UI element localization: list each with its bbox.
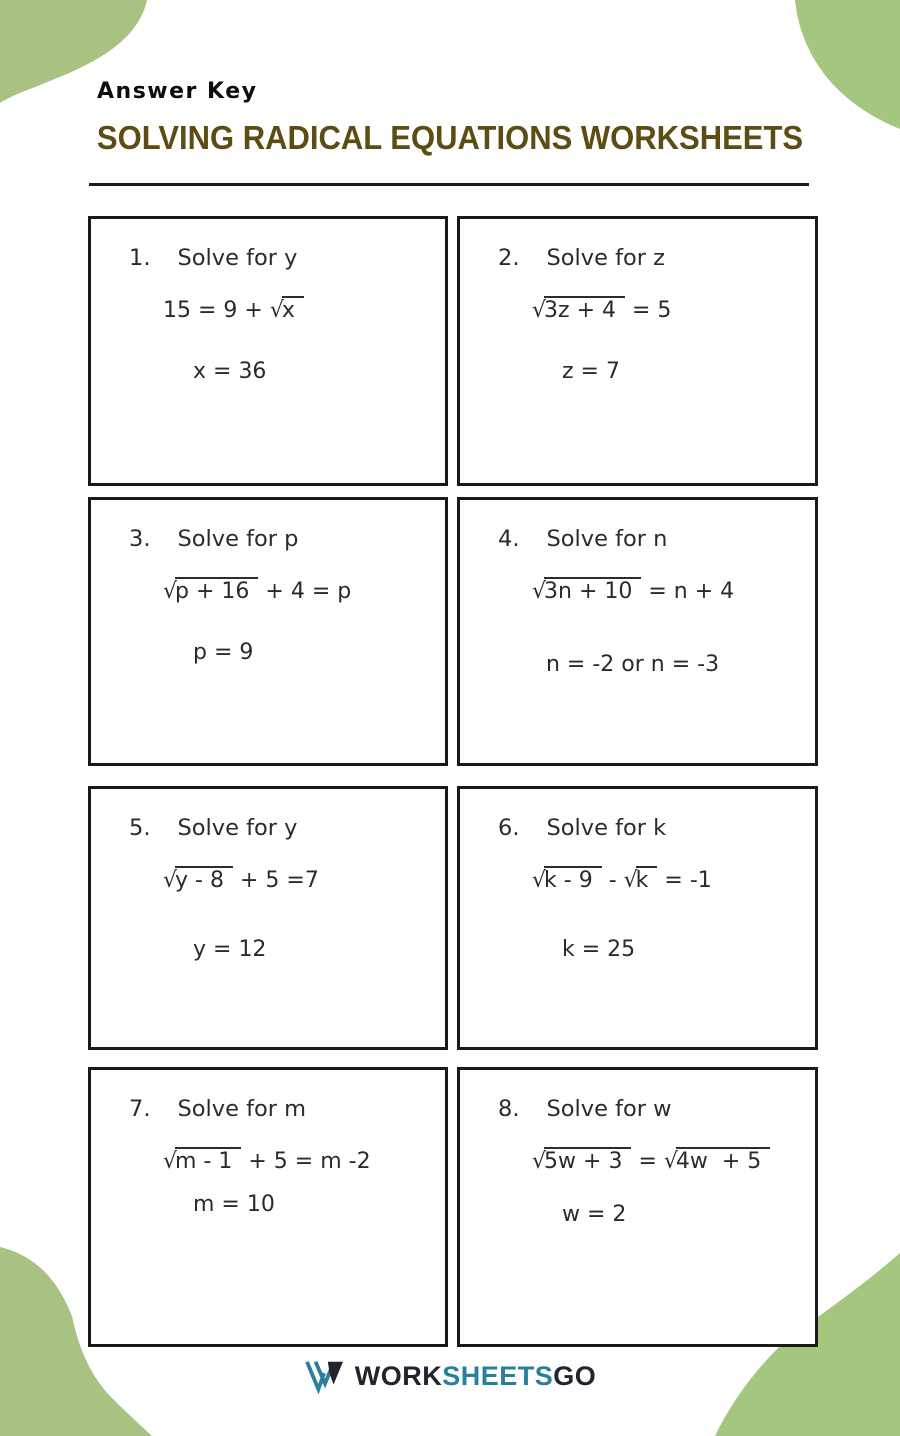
problem-box-3 bbox=[88, 497, 448, 766]
equation-text: 15 = 9 + bbox=[163, 298, 270, 323]
answer-key-label: Answer Key bbox=[97, 79, 258, 104]
radical-expression bbox=[163, 866, 233, 893]
problem-prompt: Solve for m bbox=[177, 1096, 307, 1122]
problem-answer: k = 25 bbox=[562, 937, 636, 963]
problem-equation bbox=[163, 862, 445, 899]
problem-prompt-row bbox=[498, 526, 815, 552]
problem-box-8 bbox=[457, 1067, 818, 1347]
problem-prompt: Solve for w bbox=[546, 1096, 672, 1122]
problem-prompt: Solve for p bbox=[177, 526, 299, 552]
radicand: 4w + 5 bbox=[676, 1147, 770, 1174]
problem-answer: p = 9 bbox=[193, 640, 254, 666]
logo-text-sheets: SHEETS bbox=[442, 1360, 554, 1391]
footer-brand bbox=[0, 1358, 900, 1394]
problem-answer: w = 2 bbox=[562, 1202, 627, 1228]
equation-text: = bbox=[631, 1149, 664, 1174]
problem-equation bbox=[532, 862, 815, 899]
radical-sign: √ bbox=[269, 298, 282, 323]
equation-text: + 5 = m -2 bbox=[241, 1149, 371, 1174]
problem-prompt-row bbox=[498, 245, 815, 271]
problem-prompt-row bbox=[129, 245, 445, 271]
problem-number: 4. bbox=[498, 526, 520, 552]
problem-prompt: Solve for y bbox=[177, 815, 298, 841]
problem-number: 3. bbox=[129, 526, 151, 552]
radical-sign: √ bbox=[623, 868, 636, 893]
radical-expression bbox=[532, 296, 625, 323]
radical-expression bbox=[270, 296, 304, 323]
problem-answer: n = -2 or n = -3 bbox=[546, 652, 720, 678]
radicand: 3n + 10 bbox=[544, 577, 641, 604]
problem-prompt: Solve for z bbox=[546, 245, 665, 271]
radical-sign: √ bbox=[532, 868, 545, 893]
radicand: p + 16 bbox=[175, 577, 258, 604]
problem-number: 5. bbox=[129, 815, 151, 841]
problem-number: 8. bbox=[498, 1096, 520, 1122]
radical-sign: √ bbox=[163, 1149, 176, 1174]
radicand: m - 1 bbox=[175, 1147, 241, 1174]
problem-box-5 bbox=[88, 786, 448, 1050]
radical-expression bbox=[532, 577, 641, 604]
problem-prompt-row bbox=[129, 1096, 445, 1122]
worksheetsgo-logo-text bbox=[355, 1361, 597, 1392]
problem-number: 1. bbox=[129, 245, 151, 271]
radical-sign: √ bbox=[163, 868, 176, 893]
problem-prompt: Solve for k bbox=[546, 815, 667, 841]
radical-expression bbox=[163, 1147, 241, 1174]
problem-answer: z = 7 bbox=[562, 359, 620, 385]
radical-expression bbox=[664, 1147, 770, 1174]
problem-box-2 bbox=[457, 216, 818, 486]
problem-answer: y = 12 bbox=[193, 937, 267, 963]
problem-number: 2. bbox=[498, 245, 520, 271]
header-divider bbox=[89, 183, 809, 186]
problem-equation bbox=[163, 573, 445, 610]
problem-prompt-row bbox=[498, 1096, 815, 1122]
equation-text: + 5 =7 bbox=[232, 868, 319, 893]
logo-text-go: GO bbox=[553, 1360, 597, 1391]
radicand: 3z + 4 bbox=[544, 296, 625, 323]
problem-prompt-row bbox=[498, 815, 815, 841]
problem-prompt-row bbox=[129, 526, 445, 552]
radical-expression bbox=[163, 577, 258, 604]
problem-answer: x = 36 bbox=[193, 359, 267, 385]
problem-box-4 bbox=[457, 497, 818, 766]
equation-text: + 4 = p bbox=[258, 579, 352, 604]
problem-box-6 bbox=[457, 786, 818, 1050]
problem-box-7 bbox=[88, 1067, 448, 1347]
page-title: SOLVING RADICAL EQUATIONS WORKSHEETS bbox=[96, 118, 804, 157]
worksheetsgo-w-icon bbox=[304, 1358, 346, 1394]
radicand: 5w + 3 bbox=[544, 1147, 631, 1174]
radicand: y - 8 bbox=[175, 866, 233, 893]
radical-expression bbox=[532, 1147, 631, 1174]
radical-expression bbox=[532, 866, 602, 893]
problem-prompt: Solve for y bbox=[177, 245, 298, 271]
problem-equation bbox=[532, 292, 815, 329]
radicand: k - 9 bbox=[544, 866, 602, 893]
radical-sign: √ bbox=[532, 1149, 545, 1174]
equation-text: = -1 bbox=[657, 868, 712, 893]
equation-text: = n + 4 bbox=[641, 579, 735, 604]
radicand: k bbox=[636, 866, 658, 893]
problem-prompt: Solve for n bbox=[546, 526, 668, 552]
problem-box-1 bbox=[88, 216, 448, 486]
radicand: x bbox=[282, 296, 304, 323]
equation-text: = 5 bbox=[625, 298, 672, 323]
problem-answer: m = 10 bbox=[193, 1192, 275, 1218]
problem-number: 7. bbox=[129, 1096, 151, 1122]
radical-sign: √ bbox=[532, 298, 545, 323]
problem-equation bbox=[163, 292, 445, 329]
problem-number: 6. bbox=[498, 815, 520, 841]
equation-text: - bbox=[601, 868, 624, 893]
problem-equation bbox=[532, 573, 815, 610]
radical-sign: √ bbox=[663, 1149, 676, 1174]
problem-equation bbox=[163, 1143, 445, 1180]
radical-sign: √ bbox=[163, 579, 176, 604]
problem-equation bbox=[532, 1143, 815, 1180]
logo-text-work: WORK bbox=[354, 1360, 443, 1391]
radical-sign: √ bbox=[532, 579, 545, 604]
radical-expression bbox=[624, 866, 658, 893]
problem-prompt-row bbox=[129, 815, 445, 841]
